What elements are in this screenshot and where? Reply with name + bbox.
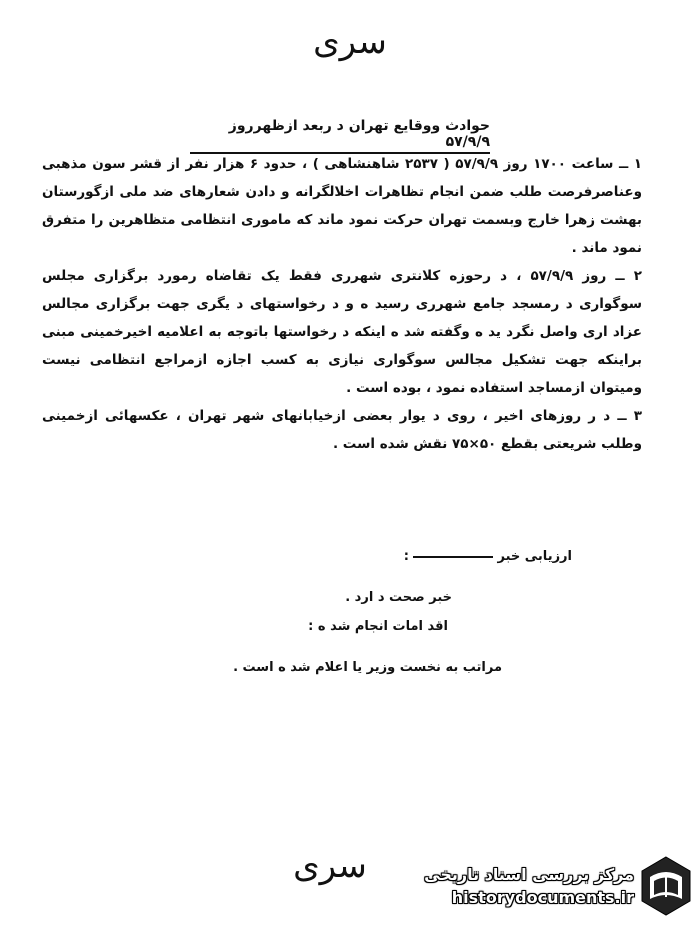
paragraph-2: ۲ ــ روز ۵۷/۹/۹ ، د رحوزه کلانتری شهرری فقط یک تقاضاه رمورد برگزاری مجلس سوگواری د رمسجد جامع شهرری رسید ه و د رخواستهای د یگری جهت برگزاری مجالس عزاد اری واصل نگرد ید ه وگفته شد ه اینکه د رخواستها باتوجه به اعلامیه اخیرخمینی مبنی براینکه جهت تشکیل مجالس سوگواری نیازی به کسب اجازه ازمراجع انتظامی نیست ومیتوان ازمساجد استفاده نمود ، بوده است .: [42, 268, 643, 396]
dash-line: [413, 556, 493, 558]
archive-emblem-icon: [640, 855, 692, 917]
paragraph-3: ۳ ــ د ر روزهای اخیر ، روی د یوار بعضی ازخیابانهای شهر تهران ، عکسهائی ازخمینی وطلب شریعتی بقطع ۵۰×۷۵ نقش شده است .: [42, 408, 642, 452]
header-classification: [0, 22, 700, 62]
archive-watermark: [407, 851, 692, 921]
paragraph-1: ۱ ــ ساعت ۱۷۰۰ روز ۵۷/۹/۹ ( ۲۵۳۷ شاهنشاهی ) ، حدود ۶ هزار نفر از قشر سون مذهبی وعناصرفرصت طلب ضمن انجام تظاهرات اخلالگرانه و دادن شعارهای ضد ملی ازگورستان بهشت زهرا خارج وبسمت تهران حرکت نمود ماند که ماموری انتظامی متظاهرین را متفرق نمود ماند .: [42, 156, 642, 256]
header-classification-text: سری: [313, 22, 387, 62]
evaluation-label-row: ارزیابی خبر :: [403, 549, 572, 564]
evaluation-label: ارزیابی خبر: [497, 549, 572, 564]
footer-classification-text: سری: [293, 846, 367, 886]
actions-label: اقد امات انجام شد ه :: [308, 619, 448, 634]
archive-name: مرکز بررسی اسناد تاریخی: [424, 865, 634, 884]
actions-value: مراتب به نخست وزیر یا اعلام شد ه است .: [233, 660, 502, 675]
evaluation-value: خبر صحت د ارد .: [345, 590, 452, 605]
archive-url: historydocuments.ir: [451, 888, 634, 907]
document-title: حوادث ووقایع تهران د ربعد ازظهرروز ۵۷/۹/۹: [190, 118, 490, 154]
